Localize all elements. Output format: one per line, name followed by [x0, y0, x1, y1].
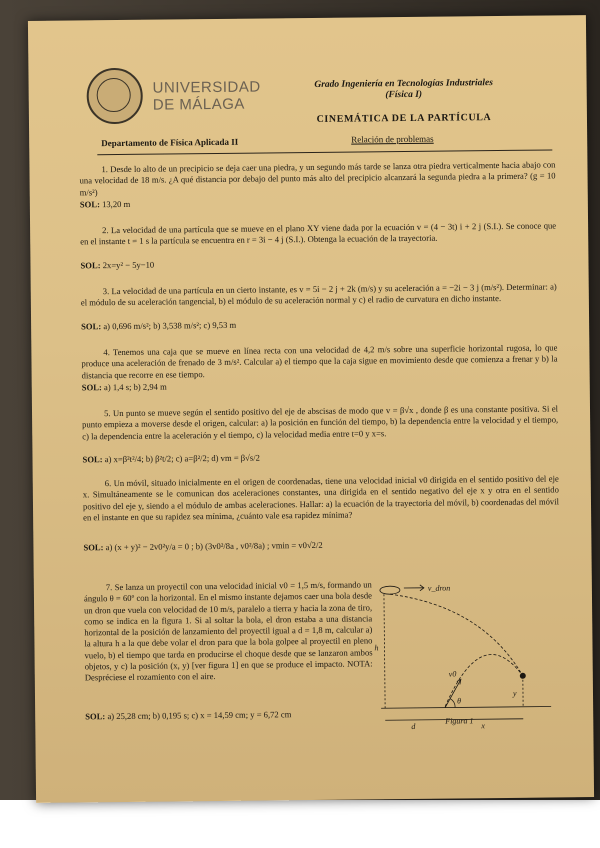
university-seal-logo: [86, 68, 143, 125]
height-line: [384, 594, 385, 708]
problem-4-solution: SOL: a) 1,4 s; b) 2,94 m: [81, 381, 167, 393]
ground-line: [381, 707, 551, 709]
problem-2-text: 2. La velocidad de una partícula que se mueve en el plano XY viene dada por la ecuación v = (4 − 3t) i + 2 j (S.I.). Se conoce que en el instante t = 1 s la partícula se encuentra en r = 3i − 4 j (S.I.). Obtenga la ecuación de la trayectoria.: [80, 220, 557, 247]
figure-caption: Figura 1: [445, 716, 474, 726]
y-label: y: [512, 688, 517, 698]
problem-5-text: 5. Un punto se mueve según el sentido positivo del eje de abscisas de modo que v = β√x , donde β es una constante positiva. Si el punto empieza a moverse desde el origen, calcular: a) la posición en función del tiempo, b) la dependencia entre la velocidad y el tiempo, c) la dependencia entre la aceleración y el tiempo, c) la velocidad media entre t=0 y x=s.: [82, 403, 559, 441]
problem-1-solution: SOL: 13,20 m: [79, 198, 131, 210]
vdron-label: v_dron: [427, 583, 451, 593]
degree-heading: Grado Ingeniería en Tecnologías Industriales (Física I): [314, 78, 493, 101]
problem-6-solution: SOL: a) (x + y)² − 2v0²y/a = 0 ; b) (3v0²/8a , v0²/8a) ; vmin = v0√2/2: [83, 539, 323, 553]
h-label: h: [374, 643, 379, 653]
theta-label: θ: [457, 696, 462, 706]
v0-label: v0: [448, 669, 457, 679]
d-label: d: [411, 721, 416, 731]
impact-point: [520, 673, 526, 679]
drone-icon: [380, 586, 400, 594]
projectile-drone-figure: [372, 580, 559, 732]
x-label: x: [481, 721, 485, 731]
problem-2-solution: SOL: 2x=y² − 5y−10: [80, 259, 155, 271]
problem-1-text: 1. Desde lo alto de un precipicio se deja caer una piedra, y un segundo más tarde se lanza otra piedra verticalmente hacia abajo con una velocidad de 18 m/s. ¿A qué distancia por debajo del punto más alto del precipicio alcanzará la segunda piedra a la primera? (g = 10 m/s²): [79, 159, 556, 198]
d-dimension-line: [385, 720, 445, 721]
problem-7-solution: SOL: a) 25,28 cm; b) 0,195 s; c) x = 14,59 cm; y = 6,72 cm: [85, 709, 292, 722]
university-name: UNIVERSIDAD DE MÁLAGA: [152, 78, 261, 114]
page-title: CINEMÁTICA DE LA PARTÍCULA: [316, 112, 492, 125]
document-subtitle: Relación de problemas: [351, 133, 434, 145]
problem-5-solution: SOL: a) x=β²t²/4; b) β²t/2; c) a=β²/2; d) vm = β√s/2: [82, 452, 260, 465]
problem-3-text: 3. La velocidad de una partícula en un cierto instante, es v = 5i − 2 j + 2k (m/s) y su aceleración a = −2i − 3 j (m/s²). Determinar: a) el módulo de su aceleración tangencial, b) el módulo de su aceleración normal y c) el radio de curvatura en dicho instante.: [80, 281, 557, 308]
problem-4-text: 4. Tenemos una caja que se mueve en línea recta con una velocidad de 4,2 m/s sobre una superficie horizontal rugosa, lo que produce una aceleración de frenado de 3 m/s². Calcular a) el tiempo que la caja sigue en movimiento desde que comienza a frenar y b) la distancia que recorre en ese tiempo.: [81, 342, 558, 380]
worksheet-page: [28, 15, 594, 803]
problem-7-text: 7. Se lanza un proyectil con una velocidad inicial v0 = 1,5 m/s, formando un ángulo θ = 60º con la horizontal. En el mismo instante dejamos caer una bola desde un dron que vuela con velocidad de 10 m/s, paralelo a tierra y hacia la zona de tiro, como se indica en la figura 1. Si al soltar la bola, el dron estaba a una distancia horizontal de la posición de lanzamiento del proyectil igual a d = 1,8 m, calcular a) la altura h a la que debe volar el dron para que la bola golpee al proyectil en pleno vuelo, b) el tiempo que tarda en producirse el choque desde que se lanzaron ambos objetos, y c) la posición (x, y) [ver figura 1] en que se produce el impacto. NOTA: Despréciese el rozamiento con el aire.: [83, 579, 373, 683]
header-divider: [97, 149, 552, 155]
angle-arc: [450, 699, 455, 708]
problem-6-text: 6. Un móvil, situado inicialmente en el origen de coordenadas, tiene una velocidad inicial v0 dirigida en el sentido positivo del eje x. Simultáneamente se le comunican dos aceleraciones constantes, una dirigida en el sentido negativo del eje x y otra en el sentido positivo del eje y, siendo a el módulo de ambas aceleraciones. Hallar: a) la ecuación de la trayectoria del móvil, b) coordenadas del móvil en el instante en que su rapidez sea mínima, ¿cuánto vale esa rapidez mínima?: [82, 473, 560, 523]
problem-3-solution: SOL: a) 0,696 m/s²; b) 3,538 m/s²; c) 9,53 m: [81, 319, 237, 332]
department-name: Departamento de Física Aplicada II: [101, 136, 239, 149]
ball-trajectory: [390, 593, 523, 677]
